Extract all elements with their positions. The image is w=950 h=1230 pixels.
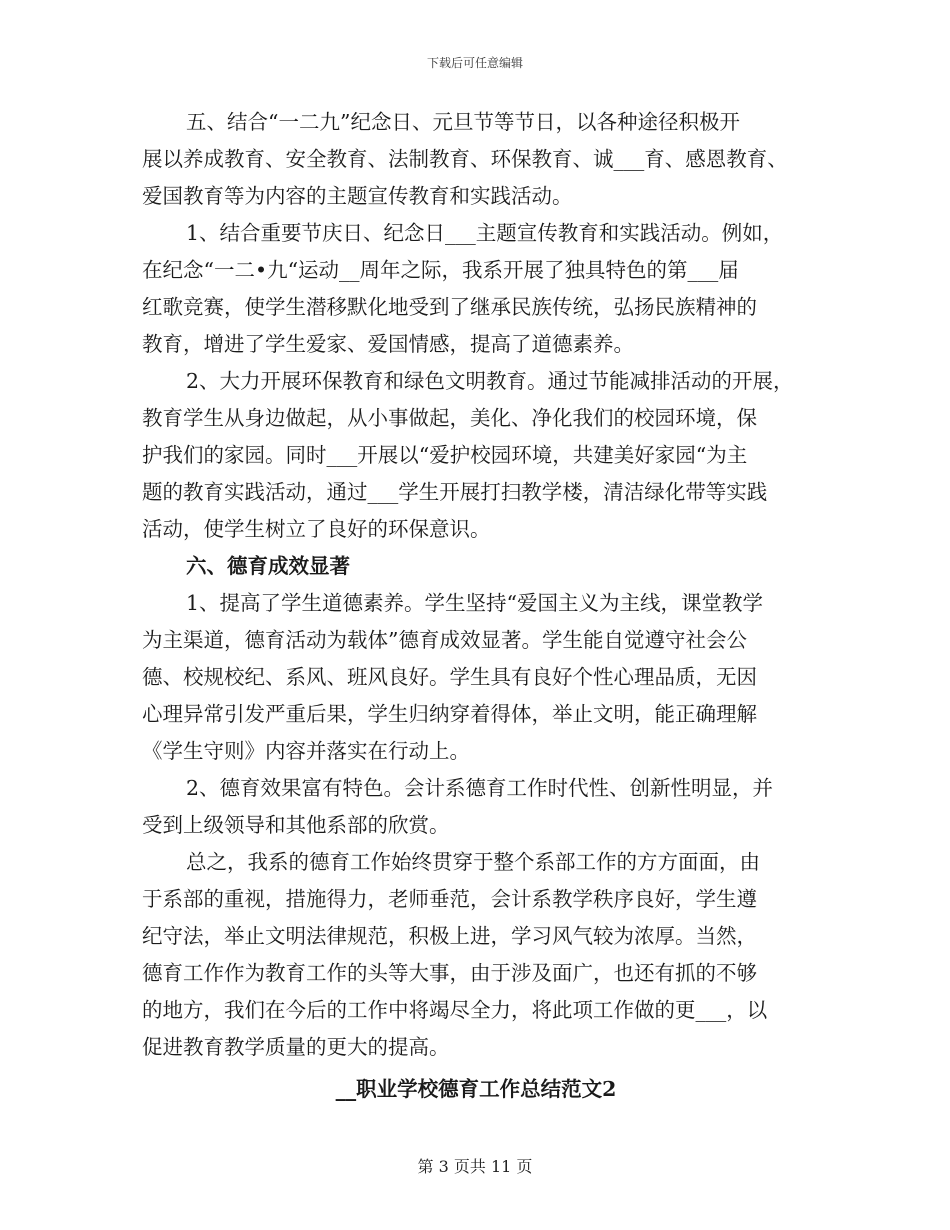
paragraph-line: 题的教育实践活动，通过___学生开展打扫教学楼，清洁绿化带等实践 [142, 480, 768, 504]
paragraph-line: 2、大力开展环保教育和绿色文明教育。通过节能减排活动的开展， [186, 369, 794, 393]
paragraph-line: 教育学生从身边做起，从小事做起，美化、净化我们的校园环境，保 [142, 406, 757, 430]
section-heading: 六、德育成效显著 [186, 554, 350, 578]
paragraph-line: 2、德育效果富有特色。会计系德育工作时代性、创新性明显，并 [186, 776, 774, 800]
paragraph-line: 受到上级领导和其他系部的欣赏。 [142, 813, 450, 837]
paragraph-line: 展以养成教育、安全教育、法制教育、环保教育、诚___育、感恩教育、 [142, 147, 788, 171]
paragraph-line: 的地方，我们在今后的工作中将竭尽全力，将此项工作做的更___，以 [142, 998, 768, 1022]
paragraph-line: 纪守法，举止文明法律规范，积极上进，学习风气较为浓厚。当然， [142, 924, 757, 948]
paragraph-line: 于系部的重视，措施得力，老师垂范，会计系教学秩序良好，学生遵 [142, 887, 757, 911]
paragraph-line: 为主渠道，德育活动为载体”德育成效显著。学生能自觉遵守社会公 [142, 628, 747, 652]
paragraph-line: 心理异常引发严重后果，学生归纳穿着得体，举止文明，能正确理解 [142, 702, 757, 726]
page-header: 下载后可任意编辑 [426, 56, 523, 70]
paragraph-line: 在纪念“一二•九“运动__周年之际，我系开展了独具特色的第___届 [142, 258, 739, 282]
paragraph-line: 《学生守则》内容并落实在行动上。 [142, 739, 470, 763]
page-footer: 第 3 页共 11 页 [417, 1157, 533, 1176]
document-body [142, 104, 820, 1108]
paragraph-line: 红歌竞赛，使学生潜移默化地受到了继承民族传统，弘扬民族精神的 [142, 295, 757, 319]
document-title: __职业学校德育工作总结范文2 [335, 1077, 617, 1101]
paragraph-line: 德育工作作为教育工作的头等大事，由于涉及面广，也还有抓的不够 [142, 961, 757, 985]
paragraph-line: 护我们的家园。同时___开展以“爱护校园环境，共建美好家园“为主 [142, 443, 748, 467]
paragraph-line: 促进教育教学质量的更大的提高。 [142, 1035, 450, 1059]
paragraph-line: 五、结合“一二九”纪念日、元旦节等节日，以各种途径积极开 [186, 110, 740, 134]
paragraph-line: 德、校规校纪、系风、班风良好。学生具有良好个性心理品质，无因 [142, 665, 757, 689]
paragraph-line: 活动，使学生树立了良好的环保意识。 [142, 517, 491, 541]
paragraph-line: 1、提高了学生道德素养。学生坚持“爱国主义为主线，课堂教学 [186, 591, 764, 615]
paragraph-line: 1、结合重要节庆日、纪念日___主题宣传教育和实践活动。例如， [186, 221, 784, 245]
paragraph-line: 爱国教育等为内容的主题宣传教育和实践活动。 [142, 184, 573, 208]
paragraph-line: 总之，我系的德育工作始终贯穿于整个系部工作的方方面面，由 [186, 850, 760, 874]
paragraph-line: 教育，增进了学生爱家、爱国情感，提高了道德素养。 [142, 332, 634, 356]
